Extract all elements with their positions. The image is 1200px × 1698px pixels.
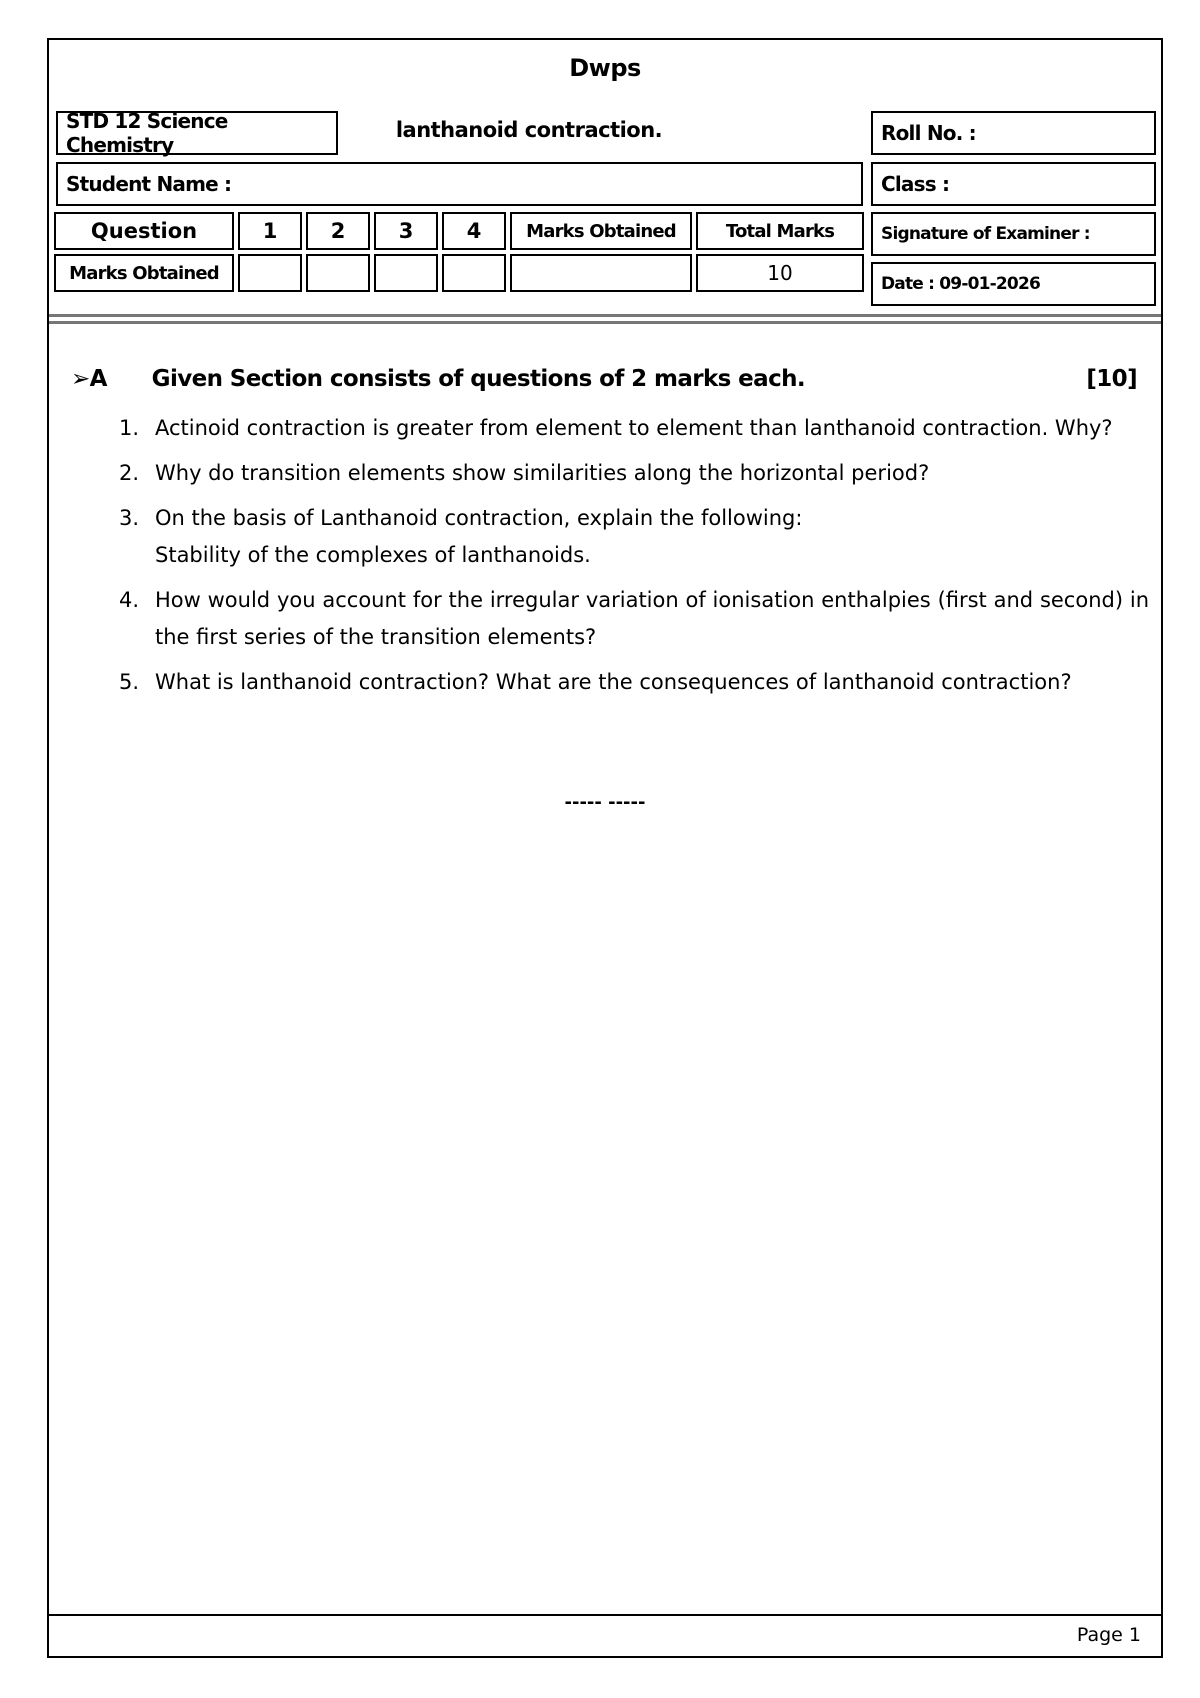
section-bullet-icon: ➢ bbox=[71, 366, 90, 392]
school-name: Dwps bbox=[569, 54, 641, 82]
question-1-header: 1 bbox=[238, 212, 302, 250]
date-label: Date : 09-01-2026 bbox=[881, 274, 1041, 294]
topic-title: lanthanoid contraction. bbox=[395, 118, 663, 142]
question-number: 2. bbox=[119, 461, 140, 485]
question-subtext: Stability of the complexes of lanthanoids. bbox=[155, 543, 591, 567]
page-frame bbox=[47, 38, 1163, 1658]
roll-number-box bbox=[871, 111, 1156, 155]
question-text: Why do transition elements show similarities along the horizontal period? bbox=[155, 461, 930, 485]
student-name-box bbox=[56, 162, 863, 206]
header-divider-bottom bbox=[49, 321, 1161, 324]
signature-label: Signature of Examiner : bbox=[881, 224, 1090, 244]
total-marks-header: Total Marks bbox=[696, 212, 864, 250]
subject-label: STD 12 Science Chemistry bbox=[66, 109, 228, 157]
marks-header-row bbox=[54, 212, 864, 250]
question-4-marks-cell[interactable] bbox=[442, 254, 506, 292]
question-text: What is lanthanoid contraction? What are the consequences of lanthanoid contraction? bbox=[155, 670, 1072, 694]
page-number: Page 1 bbox=[1076, 1624, 1141, 1646]
marks-obtained-cell[interactable] bbox=[510, 254, 692, 292]
question-number: 5. bbox=[119, 670, 140, 694]
section-heading bbox=[71, 366, 1137, 392]
question-1-marks-cell[interactable] bbox=[238, 254, 302, 292]
question-list bbox=[119, 410, 1149, 709]
class-box bbox=[871, 162, 1156, 206]
question-3-header: 3 bbox=[374, 212, 438, 250]
section-title: Given Section consists of questions of 2 marks each. bbox=[151, 366, 806, 392]
signature-box bbox=[871, 212, 1156, 256]
class-label: Class : bbox=[881, 172, 950, 196]
question-item bbox=[119, 410, 1149, 447]
question-number: 4. bbox=[119, 588, 140, 612]
section-marks: [10] bbox=[1086, 366, 1137, 392]
end-of-paper-mark: ----- ----- bbox=[564, 792, 646, 813]
question-text: On the basis of Lanthanoid contraction, explain the following: bbox=[155, 506, 803, 530]
question-text: Actinoid contraction is greater from element to element than lanthanoid contraction. Why? bbox=[155, 416, 1113, 440]
question-3-marks-cell[interactable] bbox=[374, 254, 438, 292]
header-divider-top bbox=[49, 314, 1161, 317]
marks-obtained-row-label: Marks Obtained bbox=[54, 254, 234, 292]
question-item bbox=[119, 455, 1149, 492]
date-box bbox=[871, 262, 1156, 306]
question-text: How would you account for the irregular variation of ionisation enthalpies (first and second) in the first series of the transition elements? bbox=[155, 588, 1149, 649]
roll-number-label: Roll No. : bbox=[881, 121, 976, 145]
question-number: 1. bbox=[119, 416, 140, 440]
question-4-header: 4 bbox=[442, 212, 506, 250]
marks-value-row bbox=[54, 254, 864, 292]
question-number: 3. bbox=[119, 506, 140, 530]
question-2-marks-cell[interactable] bbox=[306, 254, 370, 292]
question-item bbox=[119, 664, 1149, 701]
marks-obtained-header: Marks Obtained bbox=[510, 212, 692, 250]
question-header: Question bbox=[54, 212, 234, 250]
student-name-label: Student Name : bbox=[66, 172, 232, 196]
footer-divider bbox=[49, 1614, 1161, 1616]
question-item bbox=[119, 582, 1149, 656]
marks-table bbox=[50, 208, 868, 296]
total-marks-value: 10 bbox=[696, 254, 864, 292]
question-2-header: 2 bbox=[306, 212, 370, 250]
question-item bbox=[119, 500, 1149, 574]
section-label: A bbox=[89, 366, 107, 392]
